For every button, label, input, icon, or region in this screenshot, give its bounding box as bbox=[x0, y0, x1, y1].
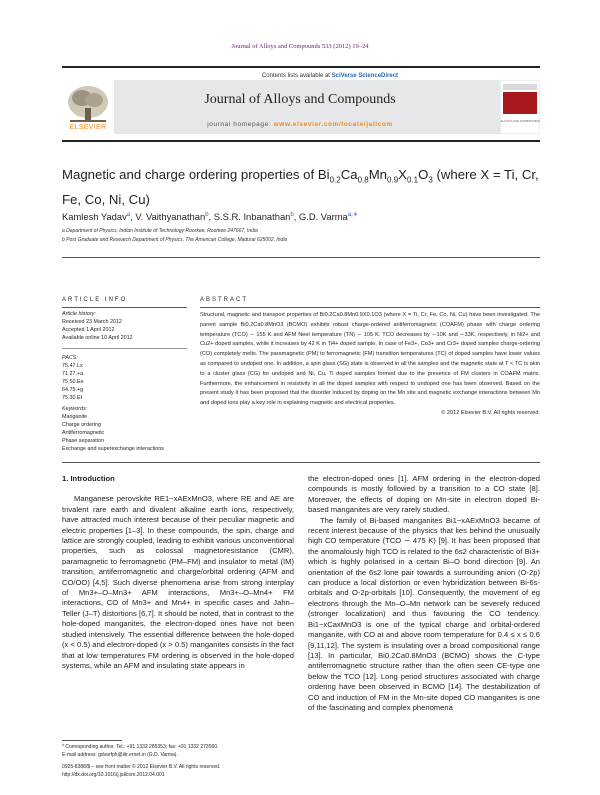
top-rule bbox=[62, 66, 540, 68]
header-rule bbox=[62, 140, 540, 142]
abstract-bottom-rule bbox=[62, 462, 540, 463]
elsevier-wordmark: ELSEVIER bbox=[69, 124, 107, 131]
section-heading: 1. Introduction bbox=[62, 474, 115, 483]
affiliation-rule bbox=[62, 257, 540, 258]
abstract-heading: ABSTRACT bbox=[200, 297, 249, 303]
article-title: Magnetic and charge ordering properties of $Bi_{0.2}Ca_{0.8}Mn_{0.9}X_{0.1}O_3$ (where X = Ti, Cr, Fe, Co, Ni, Cu) bbox=[62, 167, 539, 207]
journal-homepage bbox=[120, 121, 480, 128]
accepted-date: Accepted 1 April 2012 bbox=[62, 327, 115, 333]
abstract-rule bbox=[200, 307, 540, 308]
paragraph: The family of Bi-based manganites Bi1−xAExMnO3 became of recent interest because of the physics that lies behind the unusually high CO temperature (TCO ∼ 475 K) [9]. It has been proposed that the anomalously high TCO is related to the 6s2 characteristic of Bi3+ which is highly polarised in a certain Bi–O bond direction [9]. An orientation of the 6s2 lone pair towards a surrounding anion (O-2p) can produce a local distortion or even hybridization between Bi-6s-orbitals and O-2p-orbitals [10]. Consequently, the movement of eg electrons through the Mn–O–Mn network can be severely reduced (stronger localization) and thus favouring the CO tendency. Bi1−xCaxMnO3 is one of the typical charge and orbital-ordered manganite, with CO at and above room temperature for 0.4 ≤ x ≤ 0.6 [9,11,12]. The system is insulating over a broad compositional range [13]. In particular, Bi0.2Ca0.8MnO3 (BCMO) shows the C-type antiferromagnetic structure rather than the often seen CE-type one below the TCO [12]. Long period structures associated with charge ordering have been observed in BCMO [14]. The destabilization of CO and induction of FM in the Mn-site doped CO manganites is one of the fascinating and complex phenomena bbox=[308, 515, 540, 712]
keyword: Antiferromagnetic bbox=[62, 430, 105, 436]
pacs-code: 71.27.+a bbox=[62, 371, 84, 377]
pacs-label: PACS: bbox=[62, 355, 78, 361]
contents-line bbox=[120, 73, 540, 79]
pacs-code: 64.75.+g bbox=[62, 387, 84, 393]
keywords-label: Keywords: bbox=[62, 406, 88, 412]
online-date: Available online 10 April 2012 bbox=[62, 335, 133, 341]
keyword: Phase separation bbox=[62, 438, 104, 444]
article-history bbox=[62, 310, 222, 342]
author-list: Kamlesh Yadav$^a$, V. Vaithyanathan$^b$, S.S.R. Inbanathan$^b$, G.D. Varma$^{a,∗}$ bbox=[62, 211, 358, 223]
cover-text: ALLOYS AND COMPOUNDS bbox=[500, 119, 540, 123]
doi-link[interactable]: http://dx.doi.org/10.1016/j.jallcom.2012.04.001 bbox=[62, 772, 165, 778]
footnote-corresponding: * Corresponding author. Tel.: +91 1332 285353; fax: +91 1332 273560. bbox=[62, 744, 219, 750]
pacs-code: 75.47.Lx bbox=[62, 363, 83, 369]
journal-title[interactable]: Journal of Alloys and Compounds bbox=[204, 92, 396, 107]
footnote-email[interactable]: E-mail address: gdvarfph@iitr.ernet.in (G.D. Varma). bbox=[62, 752, 178, 758]
received-date: Received 23 March 2012 bbox=[62, 319, 122, 325]
journal-cover-image[interactable] bbox=[500, 80, 540, 134]
pacs-code: 75.30.Et bbox=[62, 395, 83, 401]
article-info-rule bbox=[62, 307, 187, 308]
keywords-block bbox=[62, 405, 222, 453]
paragraph: the electron-doped ones [1]. AFM ordering in the electron-doped compounds is mostly followed by a transition to a CO state [8]. Moreover, the effects of doping on Mn-site in electron doped Bi-based manganites are very rarely studied. bbox=[308, 474, 540, 515]
issn-line: 0925-8388/$ – see front matter © 2012 Elsevier B.V. All rights reserved. bbox=[62, 764, 221, 770]
article-info-heading: ARTICLE INFO bbox=[62, 297, 128, 303]
journal-reference[interactable]: Journal of Alloys and Compounds 533 (2012) 19–24 bbox=[231, 43, 369, 50]
keyword: Charge ordering bbox=[62, 422, 101, 428]
keyword: Manganite bbox=[62, 414, 88, 420]
paragraph: Manganese perovskite RE1−xAExMnO3, where RE and AE are trivalent rare earth and divalent alkaline earth ions, respectively, have attracted much interest because of their peculiar magnetic and electric properties [1–3]. In these compounds, the spin, charge and lattice are strongly coupled, leading to exhibit various unconventional properties, such as colossal magnetoresistance (CMR), paramagnetic to ferromagnetic (PM–FM) and insulator to metal (IM) transition, antiferromagnetic and charge/orbital ordering (AFM and CO/OO) [4,5]. Such diverse phenomena arise from strong interplay of Mn3+–O–Mn3+ AFM interactions, Mn3+–O–Mn4+ FM interactions, CO of Mn3+ and Mn4+ in specific cases and Jahn–Teller (J–T) distortions [6,7]. It should be noted, that in contrast to the hole-doped manganites, the electron-doped ones have not been studied intensively. The essential difference between the hole-doped (x < 0.5) and electron-doped (x > 0.5) manganites consists in the fact that at low temperatures FM ordering is observed in the hole-doped systems, while an AFM and insulating state appears in bbox=[62, 494, 294, 670]
footnote-rule bbox=[62, 740, 122, 741]
abstract-text: Structural, magnetic and transport properties of Bi0.2Ca0.8Mn0.9X0.1O3 (where X = Ti, Cr, Fe, Co, Ni, Cu) have been investigated. The parent sample Bi0.2Ca0.8MnO3 (BCMO) exhibits robust charge-ordered antiferromagnetic (COAFM) phase with charge ordering temperature (TCO) ∼ 155 K and AFM Neel temperature (TN) ∼ 105 K. TCO decreases by ∼10K and ∼33K, respectively, in Ni2+ and Cu2+ doped samples, while it increases by 42 K in Ti4+ doped sample. In case of Fe3+, Co3+ and Cr3+ doped samples charge-ordering (CO) completely melts. The paramagnetic (PM) to ferromagnetic (FM) transition temperatures (TC) of doped samples have lower values as compared to undoped one. In addition, a spin glass (SG) state is observed in all the samples and the magnetic state at T < TC is akin to a cluster glass (CG) for undoped and Ni, Cu, Ti doped samples formed due to the presence of FM clusters in COAFM matrix. Furthermore, the enhancement in resistivity in all the doped samples with respect to undoped one has been observed. Based on the present study it has been proposed that the disorder induced by doping on the Mn site and magnetic exchange interactions between Mn and doped ions play a key role in explaining magnetic and electrical properties. bbox=[200, 312, 540, 407]
homepage-link[interactable]: www.elsevier.com/locate/jallcom bbox=[273, 121, 393, 128]
affiliation-b: b Post Graduate and Research Department of Physics, The American College, Madurai 625002, India bbox=[62, 237, 288, 243]
pacs-code: 75.50.Ee bbox=[62, 379, 84, 385]
keyword: Exchange and superexchange interactions bbox=[62, 446, 164, 452]
pacs-block bbox=[62, 354, 222, 402]
affiliation-a: a Department of Physics, Indian Institute of Technology Roorkee, Roorkee 247667, India bbox=[62, 228, 258, 234]
history-label: Article history: bbox=[62, 311, 96, 317]
sciencedirect-link[interactable]: SciVerse ScienceDirect bbox=[331, 73, 399, 79]
homepage-label: journal homepage: bbox=[207, 121, 272, 128]
left-column bbox=[62, 474, 294, 671]
copyright-notice: © 2012 Elsevier B.V. All rights reserved. bbox=[441, 409, 540, 416]
contents-text: Contents lists available at bbox=[261, 73, 330, 79]
abstract-body bbox=[200, 311, 540, 419]
right-column bbox=[308, 474, 540, 713]
